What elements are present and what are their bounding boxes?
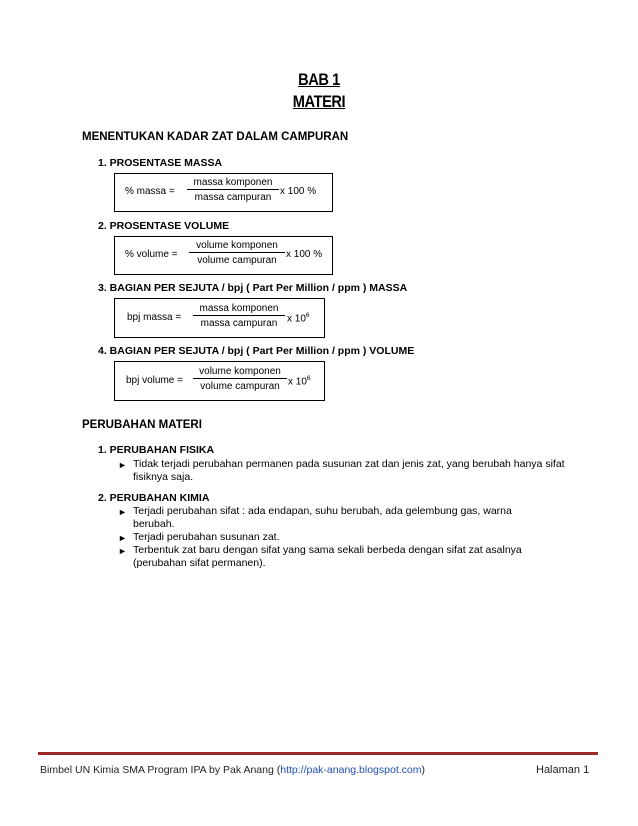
formula-lhs: % volume = bbox=[125, 249, 178, 260]
item-heading-bpj-massa: 3. BAGIAN PER SEJUTA / bpj ( Part Per Million / ppm ) MASSA bbox=[98, 282, 408, 294]
item-heading-prosentase-volume: 2. PROSENTASE VOLUME bbox=[98, 220, 230, 232]
page-number: Halaman 1 bbox=[536, 764, 590, 776]
bullet-icon: ► bbox=[118, 460, 127, 470]
formula-fraction bbox=[187, 177, 279, 203]
footer-link[interactable]: http://pak-anang.blogspot.com bbox=[280, 764, 422, 776]
item-heading-bpj-volume: 4. BAGIAN PER SEJUTA / bpj ( Part Per Million / ppm ) VOLUME bbox=[98, 345, 415, 357]
formula-fraction bbox=[193, 366, 287, 392]
formula-numerator: massa komponen bbox=[193, 303, 285, 316]
bullet-icon: ► bbox=[118, 546, 127, 556]
page-title: MATERI bbox=[292, 92, 346, 111]
footer-rule bbox=[38, 752, 598, 755]
bullet-text: Terjadi perubahan sifat : ada endapan, suhu berubah, ada gelembung gas, warna berubah. bbox=[133, 505, 512, 530]
bullet-text: Terjadi perubahan susunan zat. bbox=[133, 531, 280, 543]
formula-box-bpj-massa bbox=[114, 298, 325, 338]
section-heading-kadar: MENENTUKAN KADAR ZAT DALAM CAMPURAN bbox=[82, 131, 349, 143]
formula-factor: x 100 % bbox=[280, 186, 317, 197]
formula-factor bbox=[287, 312, 310, 324]
bullet-icon: ► bbox=[118, 507, 127, 517]
footer-text-start: Bimbel UN Kimia SMA Program IPA by Pak Anang ( bbox=[40, 764, 281, 776]
bullet-icon: ► bbox=[118, 533, 127, 543]
formula-numerator: massa komponen bbox=[187, 177, 279, 190]
formula-box-prosentase-massa bbox=[114, 173, 333, 212]
formula-lhs: % massa = bbox=[125, 186, 175, 197]
item-heading-prosentase-massa: 1. PROSENTASE MASSA bbox=[98, 157, 223, 169]
formula-denominator: massa campuran bbox=[194, 192, 272, 203]
formula-numerator: volume komponen bbox=[189, 240, 285, 253]
bullet-text: Terbentuk zat baru dengan sifat yang sama sekali berbeda dengan sifat zat asalnya (perubahan sifat permanen). bbox=[133, 544, 522, 569]
section-heading-perubahan: PERUBAHAN MATERI bbox=[82, 419, 202, 431]
formula-factor bbox=[288, 375, 311, 387]
formula-lhs: bpj massa = bbox=[127, 312, 182, 323]
formula-factor-base: x 10 bbox=[287, 313, 306, 325]
formula-denominator: volume campuran bbox=[197, 255, 277, 266]
formula-factor: x 100 % bbox=[286, 249, 323, 260]
formula-numerator: volume komponen bbox=[193, 366, 287, 379]
item-heading-perubahan-fisika: 1. PERUBAHAN FISIKA bbox=[98, 444, 215, 456]
formula-denominator: massa campuran bbox=[200, 318, 278, 329]
formula-fraction bbox=[193, 303, 285, 329]
footer-text bbox=[40, 764, 425, 776]
formula-box-bpj-volume bbox=[114, 361, 325, 401]
formula-exponent: 6 bbox=[306, 375, 311, 382]
formula-fraction bbox=[189, 240, 285, 266]
formula-denominator: volume campuran bbox=[200, 381, 280, 392]
formula-exponent: 6 bbox=[305, 312, 310, 319]
formula-box-prosentase-volume bbox=[114, 236, 333, 275]
formula-factor-base: x 10 bbox=[288, 376, 307, 388]
item-heading-perubahan-kimia: 2. PERUBAHAN KIMIA bbox=[98, 492, 210, 504]
formula-lhs: bpj volume = bbox=[126, 375, 183, 386]
footer-text-end: ) bbox=[421, 764, 425, 776]
chapter-label: BAB 1 bbox=[298, 70, 340, 89]
bullet-text: Tidak terjadi perubahan permanen pada susunan zat dan jenis zat, yang berubah hanya sifat fisiknya saja. bbox=[133, 458, 565, 483]
